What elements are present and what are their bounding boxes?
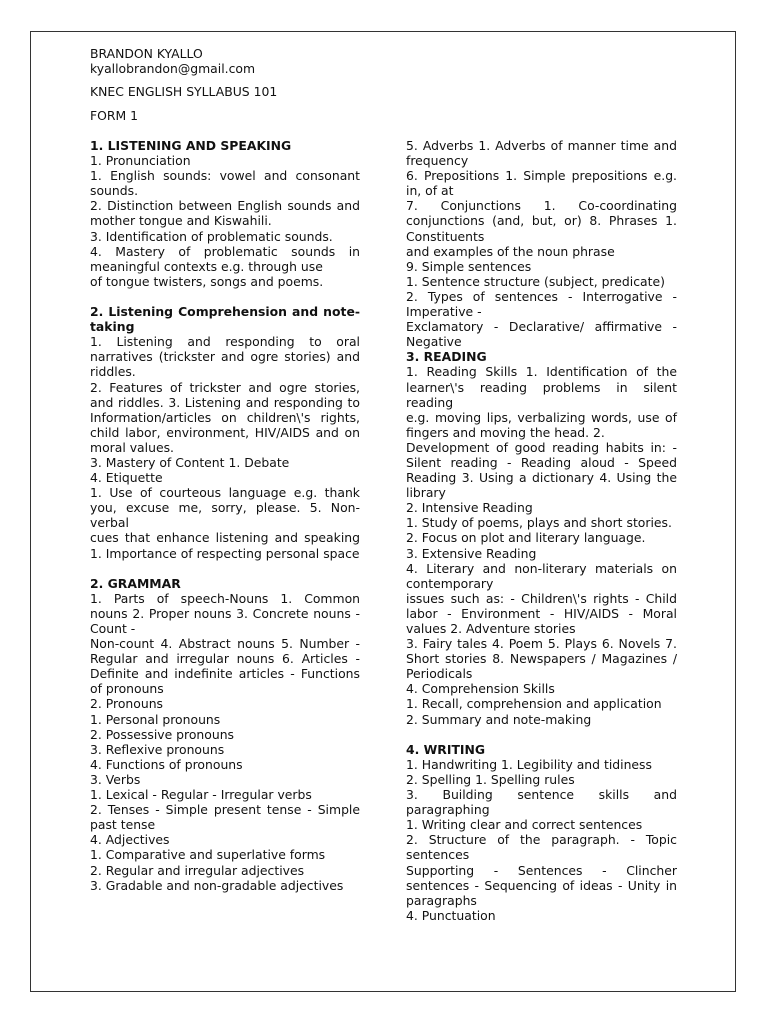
syllabus-line: e.g. moving lips, verbalizing words, use of fingers and moving the head. 2. xyxy=(406,409,677,440)
section-heading: 2. Listening Comprehension and note-taking xyxy=(90,304,360,335)
right-column xyxy=(406,138,677,923)
syllabus-line: 1. Personal pronouns xyxy=(90,711,221,727)
syllabus-line: Exclamatory - Declarative/ affirmative - Negative xyxy=(406,319,677,350)
syllabus-line: 6. Prepositions 1. Simple prepositions e.g. in, of at xyxy=(406,168,677,199)
syllabus-line: 1. Listening and responding to oral narratives (trickster and ogre stories) and riddles. xyxy=(90,334,360,380)
syllabus-line: 2. Distinction between English sounds and mother tongue and Kiswahili. xyxy=(90,198,360,229)
document-page xyxy=(30,31,736,992)
syllabus-line: 3. Building sentence skills and paragraphing xyxy=(406,787,677,818)
syllabus-line: 3. Gradable and non-gradable adjectives xyxy=(90,877,344,893)
syllabus-line: 4. Literary and non-literary materials on contemporary xyxy=(406,560,677,591)
syllabus-line: cues that enhance listening and speaking 1. Importance of respecting personal space xyxy=(90,530,360,561)
syllabus-line: 1. Parts of speech-Nouns 1. Common nouns 2. Proper nouns 3. Concrete nouns - Count - xyxy=(90,590,360,636)
section-heading: 4. WRITING xyxy=(406,741,486,757)
syllabus-line: issues such as: - Children\'s rights - Child labor - Environment - HIV/AIDS - Moral values 2. Adventure stories xyxy=(406,590,677,636)
syllabus-line: 1. Reading Skills 1. Identification of the learner\'s reading problems in silent reading xyxy=(406,364,677,410)
syllabus-line: 3. Reflexive pronouns xyxy=(90,741,225,757)
syllabus-line: 7. Conjunctions 1. Co-coordinating conjunctions (and, but, or) 8. Phrases 1. Constituents xyxy=(406,198,677,244)
syllabus-line: 1. Pronunciation xyxy=(90,153,191,169)
left-column xyxy=(90,138,360,893)
syllabus-line: 3. Verbs xyxy=(90,771,141,787)
section-heading: 2. GRAMMAR xyxy=(90,575,181,591)
syllabus-line: 2. Intensive Reading xyxy=(406,500,533,516)
paragraph-spacer xyxy=(90,561,360,576)
syllabus-line: 3. Mastery of Content 1. Debate xyxy=(90,454,290,470)
syllabus-line: 2. Possessive pronouns xyxy=(90,726,235,742)
document-title: KNEC ENGLISH SYLLABUS 101 xyxy=(90,84,278,100)
syllabus-line: 2. Summary and note-making xyxy=(406,711,592,727)
syllabus-line: 2. Pronouns xyxy=(90,696,164,712)
section-heading: 3. READING xyxy=(406,349,487,365)
syllabus-line: 2. Focus on plot and literary language. xyxy=(406,530,646,546)
form-label: FORM 1 xyxy=(90,107,139,123)
author-name: BRANDON KYALLO xyxy=(90,46,203,61)
syllabus-line: Development of good reading habits in: - Silent reading - Reading aloud - Speed Reading 3. Using a dictionary 4. Using the library xyxy=(406,439,677,501)
syllabus-line: of tongue twisters, songs and poems. xyxy=(90,273,324,289)
syllabus-line: 1. Lexical - Regular - Irregular verbs xyxy=(90,787,312,803)
syllabus-line: 3. Identification of problematic sounds. xyxy=(90,228,333,244)
paragraph-spacer xyxy=(406,727,677,742)
syllabus-line: 2. Features of trickster and ogre stories, and riddles. 3. Listening and responding to Information/articles on children\'s rights, child labor, environment, HIV/AIDS and on moral values. xyxy=(90,379,360,455)
author-email: kyallobrandon@gmail.com xyxy=(90,61,256,77)
syllabus-line: 4. Functions of pronouns xyxy=(90,756,243,772)
syllabus-line: 2. Spelling 1. Spelling rules xyxy=(406,771,575,787)
syllabus-line: 1. Recall, comprehension and application xyxy=(406,696,662,712)
syllabus-line: 2. Types of sentences - Interrogative - Imperative - xyxy=(406,288,677,320)
syllabus-line: 1. Comparative and superlative forms xyxy=(90,847,326,863)
syllabus-line: 1. Study of poems, plays and short stories. xyxy=(406,515,672,531)
syllabus-line: and examples of the noun phrase xyxy=(406,243,615,259)
syllabus-line: 3. Extensive Reading xyxy=(406,545,537,561)
syllabus-line: 2. Regular and irregular adjectives xyxy=(90,862,305,878)
syllabus-line: 4. Etiquette xyxy=(90,470,163,486)
syllabus-line: 1. Use of courteous language e.g. thank you, excuse me, sorry, please. 5. Non-verbal xyxy=(90,485,360,531)
syllabus-line: 1. Handwriting 1. Legibility and tidiness xyxy=(406,756,652,772)
syllabus-line: 2. Structure of the paragraph. - Topic sentences xyxy=(406,832,677,863)
syllabus-line: 4. Mastery of problematic sounds in meaningful contexts e.g. through use xyxy=(90,243,360,274)
syllabus-line: 4. Punctuation xyxy=(406,907,496,923)
syllabus-line: 9. Simple sentences xyxy=(406,258,532,274)
syllabus-line: 1. Sentence structure (subject, predicate) xyxy=(406,273,665,289)
syllabus-line: 5. Adverbs 1. Adverbs of manner time and frequency xyxy=(406,138,677,169)
section-heading: 1. LISTENING AND SPEAKING xyxy=(90,138,292,153)
syllabus-line: Supporting - Sentences - Clincher sentences - Sequencing of ideas - Unity in paragraphs xyxy=(406,862,677,908)
syllabus-line: 1. Writing clear and correct sentences xyxy=(406,817,643,833)
syllabus-line: 4. Comprehension Skills xyxy=(406,681,555,697)
paragraph-spacer xyxy=(90,289,360,304)
syllabus-line: 2. Tenses - Simple present tense - Simple past tense xyxy=(90,802,360,833)
syllabus-line: Non-count 4. Abstract nouns 5. Number - Regular and irregular nouns 6. Articles - Definite and indefinite articles - Functions of pronouns xyxy=(90,636,360,697)
syllabus-line: 3. Fairy tales 4. Poem 5. Plays 6. Novels 7. Short stories 8. Newspapers / Magazines / Periodicals xyxy=(406,636,677,682)
syllabus-line: 1. English sounds: vowel and consonant sounds. xyxy=(90,168,360,199)
syllabus-line: 4. Adjectives xyxy=(90,832,170,848)
document-header xyxy=(90,46,380,123)
